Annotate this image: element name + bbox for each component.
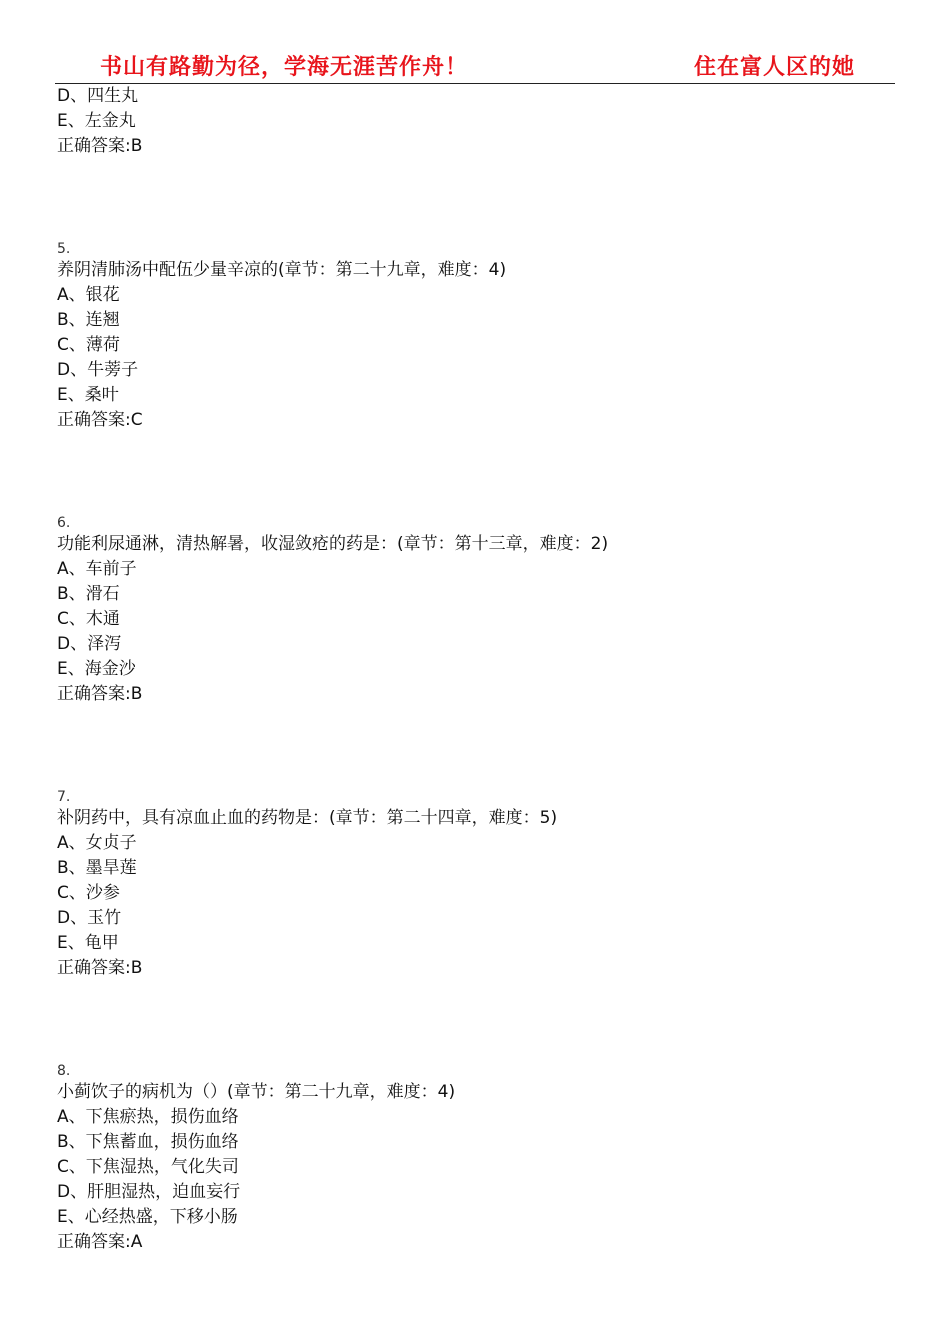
option-d: D、肝胆湿热，迫血妄行 (57, 1182, 241, 1202)
option-e: E、龟甲 (57, 933, 119, 953)
option-a: A、银花 (57, 285, 120, 305)
prev-option-e: E、左金丸 (57, 111, 136, 131)
prev-option-d: D、四生丸 (57, 86, 139, 106)
question-number: 6. (57, 515, 71, 531)
option-a: A、下焦瘀热，损伤血络 (57, 1107, 239, 1127)
option-a: A、车前子 (57, 559, 137, 579)
correct-answer: 正确答案:B (57, 958, 143, 978)
prev-answer: 正确答案:B (57, 136, 143, 156)
question-number: 5. (57, 241, 71, 257)
correct-answer: 正确答案:C (57, 410, 143, 430)
option-e: E、海金沙 (57, 659, 136, 679)
option-e: E、心经热盛，下移小肠 (57, 1207, 238, 1227)
option-b: B、墨旱莲 (57, 858, 137, 878)
header-divider (55, 83, 895, 84)
option-c: C、薄荷 (57, 335, 120, 355)
header-motto: 书山有路勤为径，学海无涯苦作舟！ (100, 54, 469, 80)
option-c: C、下焦湿热，气化失司 (57, 1157, 239, 1177)
correct-answer: 正确答案:B (57, 684, 143, 704)
option-c: C、木通 (57, 609, 120, 629)
question-number: 8. (57, 1063, 71, 1079)
question-stem: 功能利尿通淋，清热解暑，收湿敛疮的药是：(章节：第十三章，难度：2) (57, 534, 609, 554)
option-b: B、下焦蓄血，损伤血络 (57, 1132, 239, 1152)
option-c: C、沙参 (57, 883, 120, 903)
question-stem: 小蓟饮子的病机为（）(章节：第二十九章，难度：4) (57, 1082, 456, 1102)
option-a: A、女贞子 (57, 833, 137, 853)
page-header (0, 0, 950, 84)
question-number: 7. (57, 789, 71, 805)
option-b: B、滑石 (57, 584, 120, 604)
header-tagline: 住在富人区的她 (694, 54, 856, 80)
option-d: D、牛蒡子 (57, 360, 139, 380)
option-e: E、桑叶 (57, 385, 119, 405)
option-d: D、玉竹 (57, 908, 122, 928)
question-stem: 养阴清肺汤中配伍少量辛凉的(章节：第二十九章，难度：4) (57, 260, 507, 280)
option-d: D、泽泻 (57, 634, 122, 654)
correct-answer: 正确答案:A (57, 1232, 143, 1252)
question-stem: 补阴药中，具有凉血止血的药物是：(章节：第二十四章，难度：5) (57, 808, 558, 828)
option-b: B、连翘 (57, 310, 120, 330)
